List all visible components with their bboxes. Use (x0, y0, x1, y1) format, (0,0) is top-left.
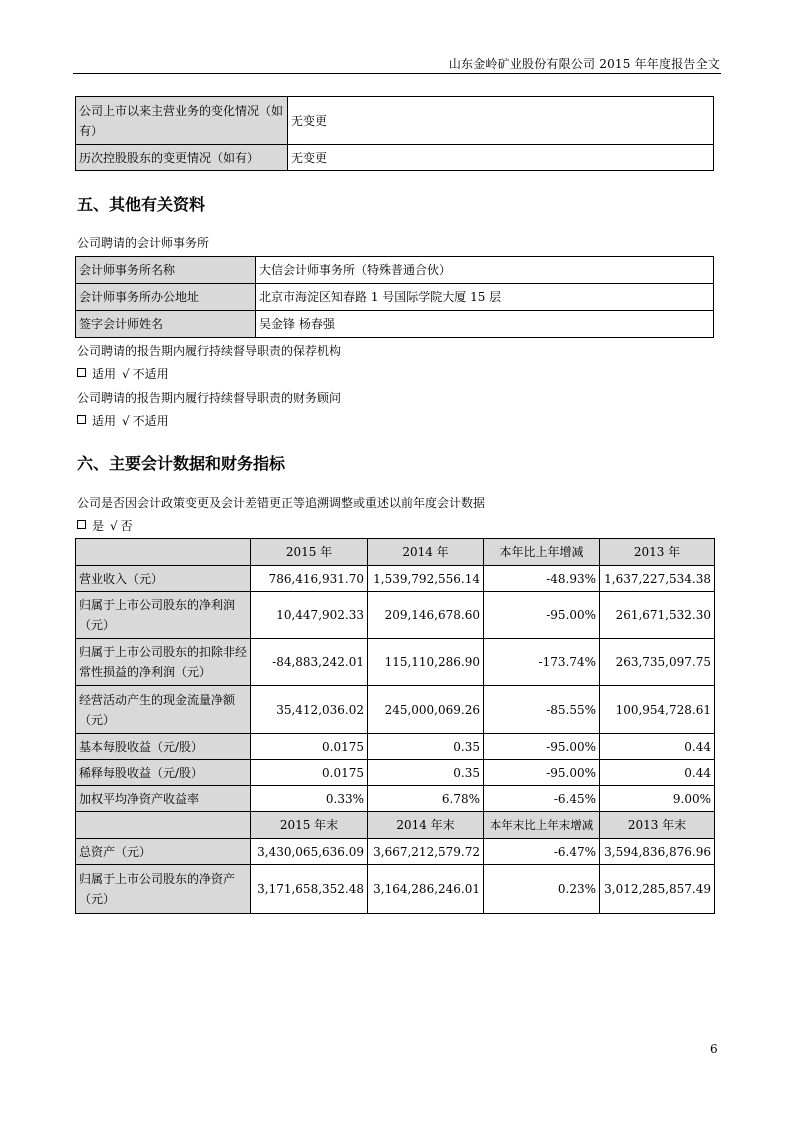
row-label: 归属于上市公司股东的扣除非经常性损益的净利润（元） (76, 639, 251, 686)
checkbox-icon (77, 415, 86, 424)
table-row (76, 284, 714, 311)
cell-2013: 0.44 (600, 760, 715, 786)
cell-2014: 1,539,792,556.14 (368, 566, 484, 592)
cell-2014: 115,110,286.90 (368, 639, 484, 686)
table-row (76, 760, 715, 786)
row-label: 加权平均净资产收益率 (76, 786, 251, 812)
table-row (76, 686, 715, 734)
restatement-question: 公司是否因会计政策变更及会计差错更正等追溯调整或重述以前年度会计数据 (77, 496, 486, 510)
cell-2015: -84,883,242.01 (251, 639, 368, 686)
option-not-applicable: 不适用 (132, 367, 169, 381)
header-divider (73, 73, 721, 74)
cell-2013: 9.00% (600, 786, 715, 812)
table-row (76, 566, 715, 592)
checkmark-icon: √ (122, 367, 130, 381)
restatement-answer (77, 517, 133, 534)
row-label: 经营活动产生的现金流量净额（元） (76, 686, 251, 734)
cell-change: -48.93% (484, 566, 600, 592)
row-value: 大信会计师事务所（特殊普通合伙） (256, 257, 714, 284)
table-row (76, 592, 715, 639)
header-cell (76, 539, 251, 566)
header-cell: 2014 年末 (368, 812, 484, 839)
cell-2014: 209,146,678.60 (368, 592, 484, 639)
cell-2013: 100,954,728.61 (600, 686, 715, 734)
table-header-row (76, 812, 715, 839)
cell-2013: 261,671,532.30 (600, 592, 715, 639)
cell-2013: 263,735,097.75 (600, 639, 715, 686)
option-applicable: 适用 (92, 367, 117, 381)
cell-2013-end: 3,594,836,876.96 (600, 839, 715, 865)
table-row (76, 145, 714, 171)
checkbox-icon (77, 520, 86, 529)
cell-change: -6.47% (484, 839, 600, 865)
cell-2015: 786,416,931.70 (251, 566, 368, 592)
report-header-title: 山东金岭矿业股份有限公司 2015 年年度报告全文 (448, 57, 720, 71)
row-label: 历次控股股东的变更情况（如有） (76, 145, 288, 171)
option-no: 否 (120, 519, 133, 533)
cell-2015-end: 3,171,658,352.48 (251, 865, 368, 914)
header-cell (76, 812, 251, 839)
row-label: 会计师事务所办公地址 (76, 284, 256, 311)
sponsor-applicability (77, 365, 169, 382)
business-change-table (75, 96, 714, 171)
cell-2013-end: 3,012,285,857.49 (600, 865, 715, 914)
header-cell: 2013 年 (600, 539, 715, 566)
table-row (76, 639, 715, 686)
row-value: 无变更 (288, 145, 714, 171)
row-label: 基本每股收益（元/股） (76, 734, 251, 760)
row-label: 总资产（元） (76, 839, 251, 865)
cell-2015: 0.0175 (251, 734, 368, 760)
header-cell: 2015 年末 (251, 812, 368, 839)
cell-change: -6.45% (484, 786, 600, 812)
cell-change: -173.74% (484, 639, 600, 686)
row-label: 归属于上市公司股东的净资产（元） (76, 865, 251, 914)
row-value: 无变更 (288, 97, 714, 145)
table-row (76, 734, 715, 760)
section-6-title: 六、主要会计数据和财务指标 (77, 454, 286, 473)
header-cell: 本年末比上年末增减 (484, 812, 600, 839)
option-not-applicable: 不适用 (132, 414, 169, 428)
cell-2014-end: 3,164,286,246.01 (368, 865, 484, 914)
sponsor-text: 公司聘请的报告期内履行持续督导职责的保荐机构 (77, 344, 342, 358)
header-cell: 2014 年 (368, 539, 484, 566)
cell-2015-end: 3,430,065,636.09 (251, 839, 368, 865)
auditor-table (75, 256, 714, 338)
row-label: 会计师事务所名称 (76, 257, 256, 284)
financial-data-table (75, 538, 715, 914)
auditor-intro: 公司聘请的会计师事务所 (77, 236, 210, 250)
header-cell: 本年比上年增减 (484, 539, 600, 566)
checkmark-icon: √ (110, 519, 118, 533)
table-row (76, 257, 714, 284)
row-value: 吴金锋 杨春强 (256, 311, 714, 338)
row-value: 北京市海淀区知春路 1 号国际学院大厦 15 层 (256, 284, 714, 311)
cell-2013: 1,637,227,534.38 (600, 566, 715, 592)
cell-2014: 0.35 (368, 760, 484, 786)
row-label: 公司上市以来主营业务的变化情况（如有） (76, 97, 288, 145)
table-row (76, 97, 714, 145)
header-cell: 2013 年末 (600, 812, 715, 839)
row-label: 签字会计师姓名 (76, 311, 256, 338)
cell-change: -95.00% (484, 592, 600, 639)
cell-change: -85.55% (484, 686, 600, 734)
cell-2013: 0.44 (600, 734, 715, 760)
table-row (76, 786, 715, 812)
cell-change: -95.00% (484, 760, 600, 786)
cell-2015: 10,447,902.33 (251, 592, 368, 639)
option-yes: 是 (92, 519, 105, 533)
cell-2014: 6.78% (368, 786, 484, 812)
section-5-title: 五、其他有关资料 (77, 195, 206, 214)
table-row (76, 311, 714, 338)
cell-change: -95.00% (484, 734, 600, 760)
cell-2014-end: 3,667,212,579.72 (368, 839, 484, 865)
row-label: 归属于上市公司股东的净利润（元） (76, 592, 251, 639)
advisor-applicability (77, 412, 169, 429)
cell-2015: 0.33% (251, 786, 368, 812)
row-label: 营业收入（元） (76, 566, 251, 592)
checkmark-icon: √ (122, 414, 130, 428)
row-label: 稀释每股收益（元/股） (76, 760, 251, 786)
option-applicable: 适用 (92, 414, 117, 428)
cell-2014: 245,000,069.26 (368, 686, 484, 734)
cell-change: 0.23% (484, 865, 600, 914)
header-cell: 2015 年 (251, 539, 368, 566)
table-row (76, 865, 715, 914)
cell-2015: 35,412,036.02 (251, 686, 368, 734)
advisor-text: 公司聘请的报告期内履行持续督导职责的财务顾问 (77, 391, 342, 405)
checkbox-icon (77, 368, 86, 377)
cell-2014: 0.35 (368, 734, 484, 760)
table-header-row (76, 539, 715, 566)
page-number: 6 (710, 1042, 718, 1056)
table-row (76, 839, 715, 865)
cell-2015: 0.0175 (251, 760, 368, 786)
